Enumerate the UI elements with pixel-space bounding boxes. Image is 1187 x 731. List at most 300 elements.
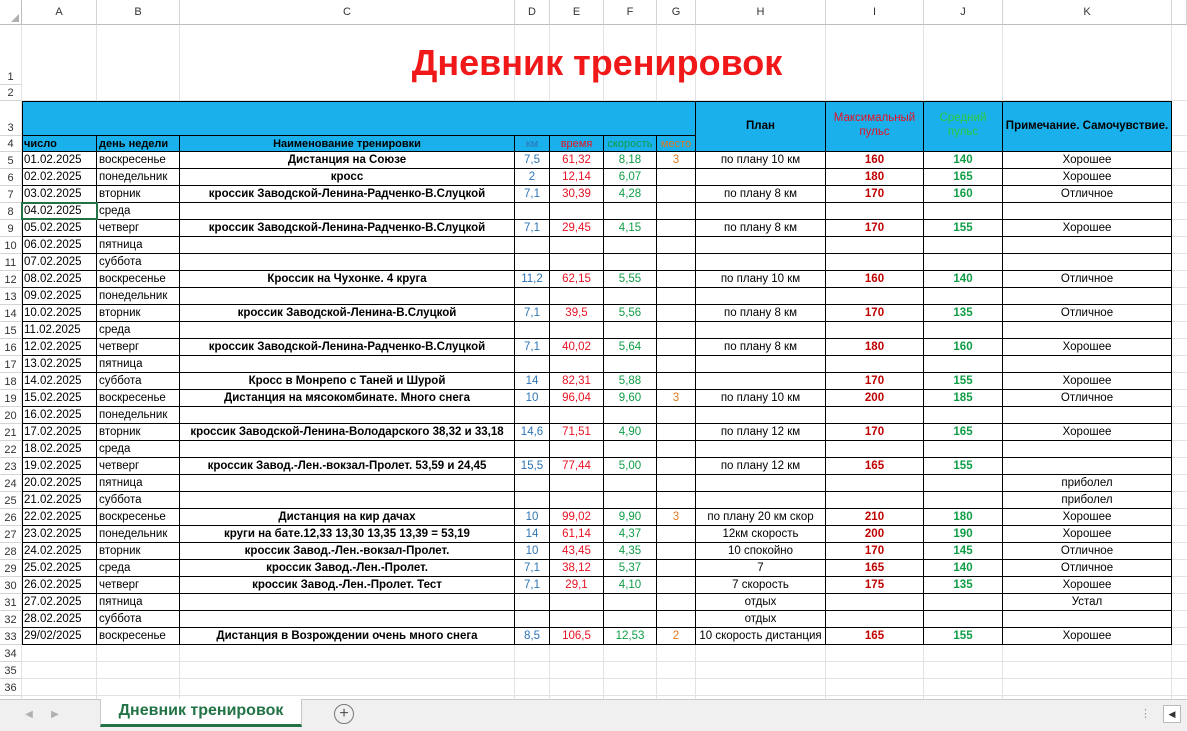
row-header[interactable]: 23 xyxy=(0,458,22,475)
cell-plan[interactable]: 10 скорость дистанция xyxy=(696,628,826,645)
cell-speed[interactable] xyxy=(604,356,657,373)
cell-training-name[interactable] xyxy=(180,254,515,271)
cell-weekday[interactable]: пятница xyxy=(97,594,180,611)
cell-date[interactable]: 21.02.2025 xyxy=(22,492,97,509)
cell-weekday[interactable]: вторник xyxy=(97,424,180,441)
cell-km[interactable] xyxy=(515,203,550,220)
cell-place[interactable] xyxy=(657,577,696,594)
cell-date[interactable]: 06.02.2025 xyxy=(22,237,97,254)
cell-place[interactable] xyxy=(657,407,696,424)
header-weekday[interactable]: день недели xyxy=(97,136,180,152)
cell-time[interactable]: 29,1 xyxy=(550,577,604,594)
cell-max-pulse[interactable] xyxy=(826,322,924,339)
cell-place[interactable]: 3 xyxy=(657,152,696,169)
cell-place[interactable] xyxy=(657,169,696,186)
cell-speed[interactable] xyxy=(604,407,657,424)
cell-place[interactable]: 2 xyxy=(657,628,696,645)
cell-plan[interactable] xyxy=(696,254,826,271)
cell-speed[interactable] xyxy=(604,203,657,220)
cell-note[interactable]: Устал xyxy=(1003,594,1172,611)
cell-time[interactable] xyxy=(550,237,604,254)
cell-max-pulse[interactable]: 160 xyxy=(826,152,924,169)
cell-note[interactable] xyxy=(1003,407,1172,424)
cell-weekday[interactable]: четверг xyxy=(97,339,180,356)
row-header[interactable]: 32 xyxy=(0,611,22,628)
sheet-title[interactable]: Дневник тренировок xyxy=(411,42,783,83)
cell-speed[interactable] xyxy=(604,237,657,254)
cell-note[interactable] xyxy=(1003,611,1172,628)
cell-note[interactable]: Хорошее xyxy=(1003,526,1172,543)
cell-place[interactable] xyxy=(657,492,696,509)
cell-speed[interactable] xyxy=(604,288,657,305)
cell-note[interactable]: Хорошее xyxy=(1003,577,1172,594)
cell-date[interactable]: 10.02.2025 xyxy=(22,305,97,322)
cell-plan[interactable]: 7 скорость xyxy=(696,577,826,594)
cell-max-pulse[interactable]: 200 xyxy=(826,390,924,407)
cell-date[interactable]: 03.02.2025 xyxy=(22,186,97,203)
cell-place[interactable] xyxy=(657,594,696,611)
cell-place[interactable] xyxy=(657,424,696,441)
row-header[interactable]: 13 xyxy=(0,288,22,305)
row-header[interactable]: 28 xyxy=(0,543,22,560)
cell-speed[interactable]: 12,53 xyxy=(604,628,657,645)
cell-speed[interactable] xyxy=(604,475,657,492)
cell-training-name[interactable] xyxy=(180,492,515,509)
cell-weekday[interactable]: среда xyxy=(97,322,180,339)
cell-time[interactable]: 12,14 xyxy=(550,169,604,186)
cell-note[interactable]: Хорошее xyxy=(1003,169,1172,186)
cell-avg-pulse[interactable] xyxy=(924,441,1003,458)
header-time[interactable]: время xyxy=(550,136,604,152)
cell-place[interactable] xyxy=(657,458,696,475)
row-header[interactable]: 5 xyxy=(0,152,22,169)
cell-date[interactable]: 08.02.2025 xyxy=(22,271,97,288)
cell-plan[interactable] xyxy=(696,407,826,424)
cell-weekday[interactable]: суббота xyxy=(97,492,180,509)
cell-km[interactable]: 14,6 xyxy=(515,424,550,441)
cell-max-pulse[interactable]: 180 xyxy=(826,169,924,186)
cell-date[interactable]: 26.02.2025 xyxy=(22,577,97,594)
cell-date[interactable]: 04.02.2025 xyxy=(22,203,97,220)
cell-time[interactable]: 43,45 xyxy=(550,543,604,560)
column-header-K[interactable]: K xyxy=(1003,0,1172,25)
row-header[interactable]: 11 xyxy=(0,254,22,271)
cell-date[interactable]: 23.02.2025 xyxy=(22,526,97,543)
row-header[interactable]: 33 xyxy=(0,628,22,645)
cell-km[interactable]: 10 xyxy=(515,390,550,407)
row-header[interactable]: 1 xyxy=(0,25,22,85)
cell-avg-pulse[interactable] xyxy=(924,492,1003,509)
cell-weekday[interactable]: четверг xyxy=(97,458,180,475)
cell-place[interactable] xyxy=(657,322,696,339)
header-km[interactable]: км xyxy=(515,136,550,152)
header-note[interactable]: Примечание. Самочувствие. xyxy=(1003,101,1172,152)
cell-speed[interactable] xyxy=(604,254,657,271)
row-header[interactable]: 15 xyxy=(0,322,22,339)
header-band[interactable] xyxy=(22,101,696,136)
row-header[interactable]: 26 xyxy=(0,509,22,526)
cell-training-name[interactable]: круги на бате.12,33 13,30 13,35 13,39 = 53,19 xyxy=(180,526,515,543)
cell-avg-pulse[interactable]: 140 xyxy=(924,271,1003,288)
cell-speed[interactable]: 5,88 xyxy=(604,373,657,390)
cell-place[interactable] xyxy=(657,475,696,492)
cell-time[interactable]: 99,02 xyxy=(550,509,604,526)
hscroll-left-icon[interactable]: ◀ xyxy=(1163,705,1181,723)
cell-place[interactable] xyxy=(657,237,696,254)
cell-date[interactable]: 13.02.2025 xyxy=(22,356,97,373)
cell-max-pulse[interactable]: 170 xyxy=(826,424,924,441)
cell-time[interactable]: 82,31 xyxy=(550,373,604,390)
cell-date[interactable]: 09.02.2025 xyxy=(22,288,97,305)
cell-plan[interactable]: по плану 20 км скор xyxy=(696,509,826,526)
cell-plan[interactable]: по плану 12 км xyxy=(696,458,826,475)
row-header[interactable]: 21 xyxy=(0,424,22,441)
cell-max-pulse[interactable]: 170 xyxy=(826,543,924,560)
cell-avg-pulse[interactable]: 160 xyxy=(924,339,1003,356)
cell-max-pulse[interactable]: 165 xyxy=(826,560,924,577)
cell-max-pulse[interactable] xyxy=(826,288,924,305)
cell-time[interactable]: 96,04 xyxy=(550,390,604,407)
cell-speed[interactable]: 6,07 xyxy=(604,169,657,186)
cell-date[interactable]: 19.02.2025 xyxy=(22,458,97,475)
cell-training-name[interactable]: Дистанция на мясокомбинате. Много снега xyxy=(180,390,515,407)
cell-training-name[interactable] xyxy=(180,475,515,492)
cell-place[interactable] xyxy=(657,543,696,560)
column-header-F[interactable]: F xyxy=(604,0,657,25)
cell-note[interactable]: Отличное xyxy=(1003,560,1172,577)
cell-place[interactable] xyxy=(657,339,696,356)
header-name[interactable]: Наименование тренировки xyxy=(180,136,515,152)
column-header-E[interactable]: E xyxy=(550,0,604,25)
cell-note[interactable] xyxy=(1003,441,1172,458)
cell-speed[interactable]: 4,28 xyxy=(604,186,657,203)
cell-date[interactable]: 15.02.2025 xyxy=(22,390,97,407)
row-header[interactable]: 19 xyxy=(0,390,22,407)
cell-plan[interactable]: по плану 10 км xyxy=(696,390,826,407)
row-header[interactable]: 9 xyxy=(0,220,22,237)
cell-speed[interactable]: 4,15 xyxy=(604,220,657,237)
cell-training-name[interactable] xyxy=(180,407,515,424)
cell-time[interactable]: 62,15 xyxy=(550,271,604,288)
cell-avg-pulse[interactable] xyxy=(924,203,1003,220)
row-header[interactable]: 10 xyxy=(0,237,22,254)
cell-max-pulse[interactable] xyxy=(826,203,924,220)
cell-plan[interactable] xyxy=(696,288,826,305)
cell-plan[interactable]: по плану 8 км xyxy=(696,339,826,356)
cell-date[interactable]: 05.02.2025 xyxy=(22,220,97,237)
cell-note[interactable]: Отличное xyxy=(1003,305,1172,322)
cell-date[interactable]: 24.02.2025 xyxy=(22,543,97,560)
cell-place[interactable] xyxy=(657,288,696,305)
header-date[interactable]: число xyxy=(22,136,97,152)
cell-weekday[interactable]: вторник xyxy=(97,305,180,322)
cell-time[interactable]: 71,51 xyxy=(550,424,604,441)
cell-note[interactable]: Отличное xyxy=(1003,271,1172,288)
cell-km[interactable]: 14 xyxy=(515,526,550,543)
tab-scroll-right-icon[interactable]: ▶ xyxy=(51,709,59,720)
cell-date[interactable]: 22.02.2025 xyxy=(22,509,97,526)
cell-max-pulse[interactable]: 170 xyxy=(826,186,924,203)
cell-max-pulse[interactable] xyxy=(826,356,924,373)
cell-note[interactable]: Хорошее xyxy=(1003,628,1172,645)
cell-speed[interactable]: 5,56 xyxy=(604,305,657,322)
cell-km[interactable]: 7,1 xyxy=(515,339,550,356)
cell-training-name[interactable] xyxy=(180,288,515,305)
cell-avg-pulse[interactable] xyxy=(924,237,1003,254)
cell-km[interactable] xyxy=(515,611,550,628)
cell-place[interactable]: 3 xyxy=(657,390,696,407)
row-header[interactable]: 18 xyxy=(0,373,22,390)
cell-plan[interactable]: отдых xyxy=(696,611,826,628)
row-header[interactable]: 4 xyxy=(0,136,22,152)
cell-training-name[interactable] xyxy=(180,611,515,628)
cell-plan[interactable]: 10 спокойно xyxy=(696,543,826,560)
cell-time[interactable]: 40,02 xyxy=(550,339,604,356)
cell-note[interactable]: Отличное xyxy=(1003,390,1172,407)
cell-date[interactable]: 16.02.2025 xyxy=(22,407,97,424)
cell-time[interactable]: 106,5 xyxy=(550,628,604,645)
cell-training-name[interactable]: Дистанция в Возрождении очень много снега xyxy=(180,628,515,645)
cell-max-pulse[interactable] xyxy=(826,492,924,509)
cell-km[interactable] xyxy=(515,475,550,492)
cell-km[interactable] xyxy=(515,407,550,424)
cell-time[interactable]: 77,44 xyxy=(550,458,604,475)
cell-weekday[interactable]: воскресенье xyxy=(97,390,180,407)
cell-avg-pulse[interactable]: 140 xyxy=(924,152,1003,169)
row-header[interactable]: 34 xyxy=(0,645,22,662)
cell-max-pulse[interactable] xyxy=(826,594,924,611)
cell-training-name[interactable]: кроссик Заводской-Ленина-Радченко-В.Слуцкой xyxy=(180,186,515,203)
cell-avg-pulse[interactable]: 145 xyxy=(924,543,1003,560)
cell-avg-pulse[interactable]: 135 xyxy=(924,305,1003,322)
row-header[interactable]: 36 xyxy=(0,679,22,696)
cell-time[interactable] xyxy=(550,322,604,339)
cell-date[interactable]: 27.02.2025 xyxy=(22,594,97,611)
cell-date[interactable]: 17.02.2025 xyxy=(22,424,97,441)
cell-note[interactable]: Отличное xyxy=(1003,543,1172,560)
cell-note[interactable]: Хорошее xyxy=(1003,220,1172,237)
cell-note[interactable] xyxy=(1003,288,1172,305)
cell-km[interactable]: 10 xyxy=(515,509,550,526)
cell-plan[interactable] xyxy=(696,492,826,509)
row-header[interactable]: 8 xyxy=(0,203,22,220)
cell-training-name[interactable] xyxy=(180,441,515,458)
cell-note[interactable] xyxy=(1003,203,1172,220)
cell-place[interactable] xyxy=(657,611,696,628)
cell-avg-pulse[interactable] xyxy=(924,594,1003,611)
cell-training-name[interactable]: Кроссик на Чухонке. 4 круга xyxy=(180,271,515,288)
cell-km[interactable] xyxy=(515,356,550,373)
cell-date[interactable]: 25.02.2025 xyxy=(22,560,97,577)
cell-time[interactable] xyxy=(550,475,604,492)
cell-note[interactable]: Хорошее xyxy=(1003,339,1172,356)
cell-training-name[interactable] xyxy=(180,594,515,611)
cell-note[interactable]: Хорошее xyxy=(1003,373,1172,390)
column-header-D[interactable]: D xyxy=(515,0,550,25)
cell-time[interactable] xyxy=(550,492,604,509)
cell-plan[interactable]: 7 xyxy=(696,560,826,577)
cell-date[interactable]: 29/02/2025 xyxy=(22,628,97,645)
cell-plan[interactable]: отдых xyxy=(696,594,826,611)
cell-training-name[interactable]: кроссик Завод.-Лен.-Пролет. xyxy=(180,560,515,577)
cell-speed[interactable]: 4,90 xyxy=(604,424,657,441)
cell-training-name[interactable] xyxy=(180,237,515,254)
cell-time[interactable] xyxy=(550,288,604,305)
cell-weekday[interactable]: вторник xyxy=(97,543,180,560)
column-header-H[interactable]: H xyxy=(696,0,826,25)
cell-weekday[interactable]: воскресенье xyxy=(97,509,180,526)
row-header[interactable]: 14 xyxy=(0,305,22,322)
cell-note[interactable]: Отличное xyxy=(1003,186,1172,203)
cell-weekday[interactable]: понедельник xyxy=(97,288,180,305)
cell-speed[interactable] xyxy=(604,611,657,628)
row-header[interactable]: 22 xyxy=(0,441,22,458)
cell-time[interactable] xyxy=(550,254,604,271)
cell-plan[interactable]: по плану 12 км xyxy=(696,424,826,441)
cell-max-pulse[interactable]: 160 xyxy=(826,271,924,288)
cell-time[interactable] xyxy=(550,441,604,458)
cell-km[interactable] xyxy=(515,594,550,611)
cell-speed[interactable]: 4,10 xyxy=(604,577,657,594)
cell-max-pulse[interactable]: 200 xyxy=(826,526,924,543)
cell-weekday[interactable]: четверг xyxy=(97,577,180,594)
cell-date[interactable]: 28.02.2025 xyxy=(22,611,97,628)
cell-place[interactable] xyxy=(657,560,696,577)
cell-avg-pulse[interactable]: 155 xyxy=(924,373,1003,390)
cell-training-name[interactable]: кроссик Заводской-Ленина-Володарского 38,32 и 33,18 xyxy=(180,424,515,441)
cell-weekday[interactable]: пятница xyxy=(97,356,180,373)
row-header[interactable]: 12 xyxy=(0,271,22,288)
cell-plan[interactable] xyxy=(696,441,826,458)
cell-training-name[interactable] xyxy=(180,322,515,339)
cell-km[interactable]: 7,1 xyxy=(515,305,550,322)
header-plan[interactable]: План xyxy=(696,101,826,152)
cell-plan[interactable] xyxy=(696,373,826,390)
header-avg-pulse[interactable]: Средний пульс xyxy=(924,101,1003,152)
tab-scroll-left-icon[interactable]: ◀ xyxy=(25,709,33,720)
cell-time[interactable]: 29,45 xyxy=(550,220,604,237)
cell-km[interactable]: 14 xyxy=(515,373,550,390)
cell-speed[interactable]: 5,37 xyxy=(604,560,657,577)
cell-speed[interactable]: 5,55 xyxy=(604,271,657,288)
cell-avg-pulse[interactable]: 155 xyxy=(924,220,1003,237)
cell-km[interactable] xyxy=(515,288,550,305)
cell-weekday[interactable]: пятница xyxy=(97,237,180,254)
cell-note[interactable]: Хорошее xyxy=(1003,152,1172,169)
cell-avg-pulse[interactable] xyxy=(924,288,1003,305)
cell-weekday[interactable]: среда xyxy=(97,560,180,577)
cell-avg-pulse[interactable]: 185 xyxy=(924,390,1003,407)
cell-note[interactable] xyxy=(1003,458,1172,475)
row-header[interactable]: 35 xyxy=(0,662,22,679)
cell-note[interactable]: Хорошее xyxy=(1003,424,1172,441)
cell-date[interactable]: 12.02.2025 xyxy=(22,339,97,356)
cell-weekday[interactable]: четверг xyxy=(97,220,180,237)
cell-weekday[interactable]: воскресенье xyxy=(97,628,180,645)
cell-avg-pulse[interactable]: 165 xyxy=(924,424,1003,441)
cell-training-name[interactable]: кроссик Завод.-Лен.-вокзал-Пролет. 53,59 и 24,45 xyxy=(180,458,515,475)
cell-avg-pulse[interactable]: 165 xyxy=(924,169,1003,186)
cell-place[interactable] xyxy=(657,271,696,288)
cell-time[interactable]: 61,32 xyxy=(550,152,604,169)
cell-avg-pulse[interactable] xyxy=(924,475,1003,492)
cell-time[interactable]: 61,14 xyxy=(550,526,604,543)
cell-speed[interactable]: 4,35 xyxy=(604,543,657,560)
cell-place[interactable]: 3 xyxy=(657,509,696,526)
cell-km[interactable]: 7,5 xyxy=(515,152,550,169)
row-header[interactable]: 30 xyxy=(0,577,22,594)
cell-plan[interactable]: по плану 10 км xyxy=(696,152,826,169)
cell-note[interactable] xyxy=(1003,356,1172,373)
cell-km[interactable]: 7,1 xyxy=(515,577,550,594)
header-speed[interactable]: скорость xyxy=(604,136,657,152)
cell-plan[interactable]: по плану 10 км xyxy=(696,271,826,288)
cell-date[interactable]: 01.02.2025 xyxy=(22,152,97,169)
cell-training-name[interactable]: кроссик Заводской-Ленина-Радченко-В.Слуцкой xyxy=(180,339,515,356)
cell-note[interactable] xyxy=(1003,322,1172,339)
cell-weekday[interactable]: среда xyxy=(97,203,180,220)
cell-training-name[interactable]: кроссик Заводской-Ленина-В.Слуцкой xyxy=(180,305,515,322)
cell-km[interactable]: 8,5 xyxy=(515,628,550,645)
cell-avg-pulse[interactable] xyxy=(924,254,1003,271)
cell-weekday[interactable]: понедельник xyxy=(97,526,180,543)
cell-avg-pulse[interactable] xyxy=(924,322,1003,339)
cell-km[interactable] xyxy=(515,254,550,271)
header-max-pulse[interactable]: Максимальный пульс xyxy=(826,101,924,152)
cell-plan[interactable] xyxy=(696,169,826,186)
column-header-B[interactable]: B xyxy=(97,0,180,25)
cell-weekday[interactable]: воскресенье xyxy=(97,271,180,288)
row-header[interactable]: 20 xyxy=(0,407,22,424)
cell-km[interactable]: 7,1 xyxy=(515,220,550,237)
cell-max-pulse[interactable]: 175 xyxy=(826,577,924,594)
cell-max-pulse[interactable] xyxy=(826,407,924,424)
cell-time[interactable] xyxy=(550,594,604,611)
cell-place[interactable] xyxy=(657,526,696,543)
cell-speed[interactable] xyxy=(604,441,657,458)
cell-note[interactable]: приболел xyxy=(1003,475,1172,492)
cell-time[interactable]: 38,12 xyxy=(550,560,604,577)
cell-training-name[interactable]: кроссик Завод.-Лен.-Пролет. Тест xyxy=(180,577,515,594)
cell-speed[interactable]: 9,90 xyxy=(604,509,657,526)
cell-km[interactable] xyxy=(515,322,550,339)
row-header[interactable]: 6 xyxy=(0,169,22,186)
cell-speed[interactable]: 8,18 xyxy=(604,152,657,169)
cell-weekday[interactable]: понедельник xyxy=(97,169,180,186)
row-header[interactable]: 24 xyxy=(0,475,22,492)
cell-plan[interactable] xyxy=(696,475,826,492)
cell-note[interactable]: Хорошее xyxy=(1003,509,1172,526)
cell-avg-pulse[interactable]: 140 xyxy=(924,560,1003,577)
row-header[interactable]: 2 xyxy=(0,85,22,101)
cell-max-pulse[interactable]: 210 xyxy=(826,509,924,526)
cell-plan[interactable] xyxy=(696,356,826,373)
cell-date[interactable]: 02.02.2025 xyxy=(22,169,97,186)
cell-date[interactable]: 14.02.2025 xyxy=(22,373,97,390)
cell-speed[interactable]: 5,64 xyxy=(604,339,657,356)
cell-note[interactable] xyxy=(1003,254,1172,271)
cell-time[interactable] xyxy=(550,407,604,424)
cell-place[interactable] xyxy=(657,220,696,237)
cell-avg-pulse[interactable]: 190 xyxy=(924,526,1003,543)
cell-speed[interactable]: 5,00 xyxy=(604,458,657,475)
cell-avg-pulse[interactable]: 155 xyxy=(924,458,1003,475)
cell-speed[interactable] xyxy=(604,492,657,509)
cell-plan[interactable]: 12км скорость xyxy=(696,526,826,543)
row-header[interactable]: 25 xyxy=(0,492,22,509)
select-all-corner[interactable] xyxy=(0,0,22,25)
cell-km[interactable] xyxy=(515,441,550,458)
